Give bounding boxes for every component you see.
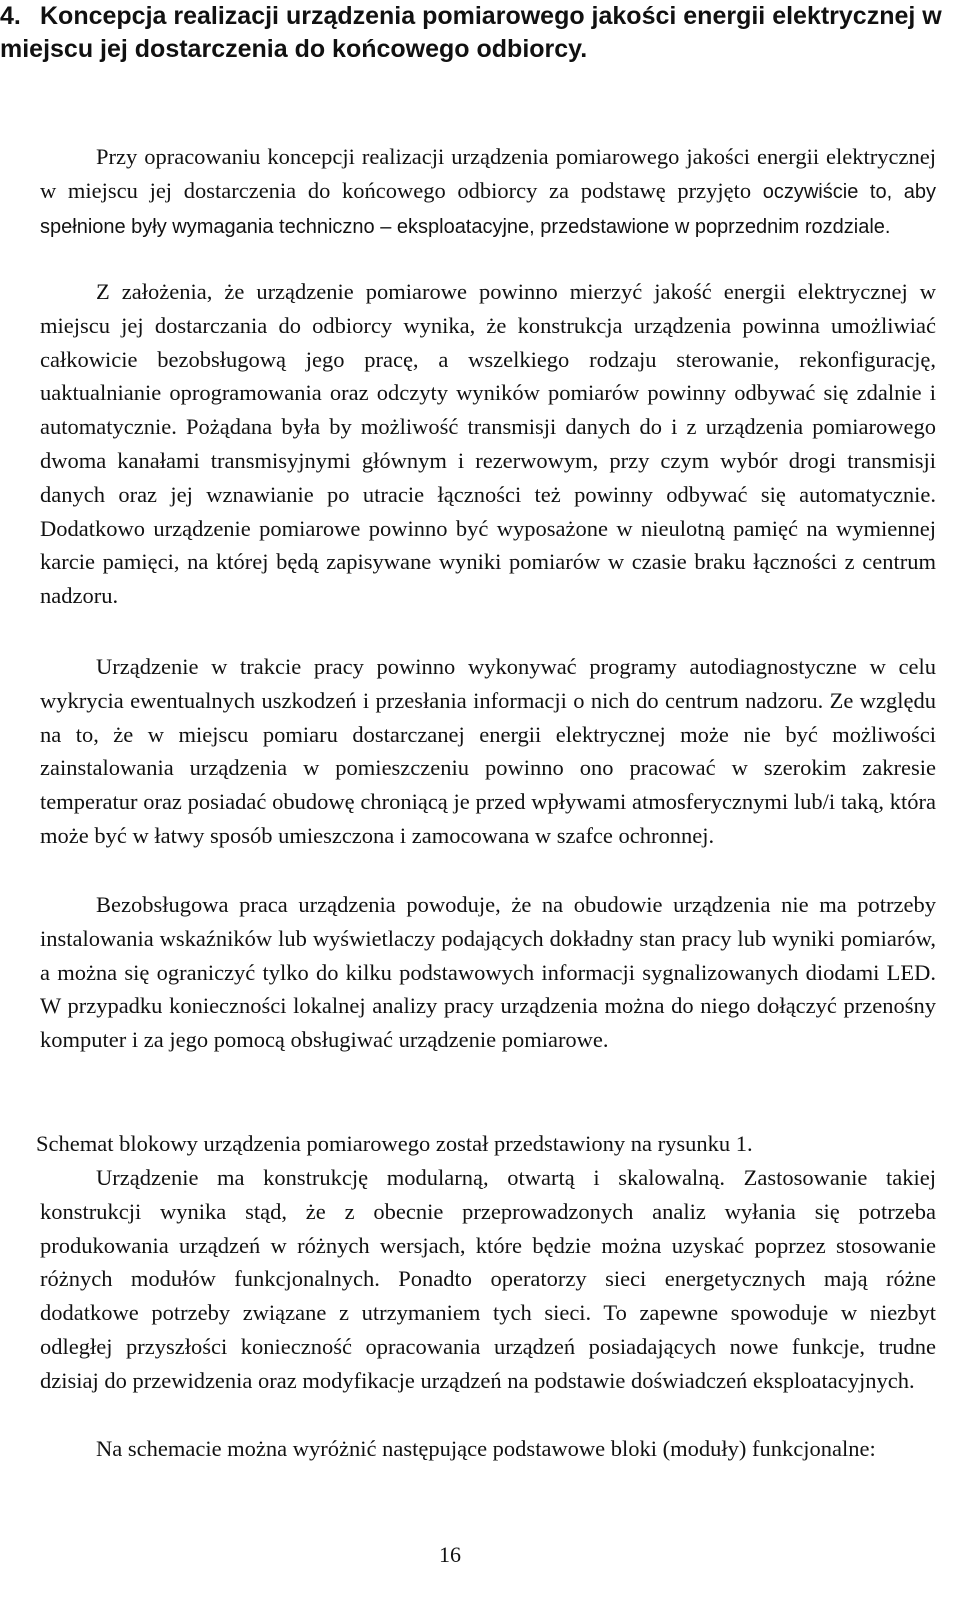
section-heading [0, 0, 950, 66]
paragraph-7: Na schemacie można wyróżnić następujące podstawowe bloki (moduły) funkcjonalne: [96, 1436, 876, 1461]
figure-reference-paragraph: Schemat blokowy urządzenia pomiarowego został przedstawiony na rysunku 1. [36, 1131, 753, 1156]
paragraph-6: Urządzenie ma konstrukcję modularną, otwartą i skalowalną. Zastosowanie takiej konstrukcji wynika stąd, że z obecnie przeprowadzonych analiz wyłania się potrzeba produkowania urządzeń w różnych wersjach, które będzie można uzyskać poprzez stosowanie różnych modułów funkcjonalnych. Ponadto operatorzy sieci energetycznych mają różne dodatkowe potrzeby związane z utrzymaniem tych sieci. To zapewne spowoduje w niezbyt odległej przyszłości konieczność opracowania urządzeń posiadających nowe funkcje, trudne dzisiaj do przewidzenia oraz modyfikacje urządzeń na podstawie doświadczeń eksploatacyjnych. [40, 1165, 936, 1393]
paragraph-1-serif-text: Przy opracowaniu koncepcji realizacji urządzenia pomiarowego jakości energii elektrycznej w miejscu jej dostarczenia do końcowego odbiorcy za podstawę przyjęto [40, 144, 936, 203]
paragraph-3: Urządzenie w trakcie pracy powinno wykonywać programy autodiagnostyczne w celu wykrycia ewentualnych uszkodzeń i przesłania informacji o nich do centrum nadzoru. Ze względu na to, że w miejscu pomiaru dostarczanej energii elektrycznej może nie być możliwości zainstalowania urządzenia w pomieszczeniu powinno ono pracować w szerokim zakresie temperatur oraz posiadać obudowę chroniącą je przed wpływami atmosferycznymi lub/i taką, która może być w łatwy sposób umieszczona i zamocowana w szafce ochronnej. [40, 654, 936, 848]
section-title: Koncepcja realizacji urządzenia pomiarowego jakości energii elektrycznej w miejscu jej dostarczenia do końcowego odbiorcy. [0, 2, 942, 63]
paragraph-1 [40, 140, 936, 244]
page-number: 16 [439, 1542, 461, 1567]
paragraph-2: Z założenia, że urządzenie pomiarowe powinno mierzyć jakość energii elektrycznej w miejscu jej dostarczania do odbiorcy wynika, że konstrukcja urządzenia powinna umożliwiać całkowicie bezobsługową jego pracę, a wszelkiego rodzaju sterowanie, rekonfigurację, uaktualnianie oprogramowania oraz odczyty wyników pomiarów powinny odbywać się zdalnie i automatycznie. Pożądana była by możliwość transmisji danych do i z urządzenia pomiarowego dwoma kanałami transmisyjnymi głównym i rezerwowym, przy czym wybór drogi transmisji danych oraz jej wznawianie po utracie łączności też powinny odbywać się automatycznie. Dodatkowo urządzenie pomiarowe powinno być wyposażone w nieulotną pamięć na wymiennej karcie pamięci, na której będą zapisywane wyniki pomiarów w czasie braku łączności z centrum nadzoru. [40, 279, 936, 609]
section-number: 4. [0, 2, 21, 30]
paragraph-1-sans-text: oczywiście to, aby spełnione były wymagania techniczno – eksploatacyjne, przedstawione w poprzednim rozdziale. [40, 181, 936, 238]
paragraph-4: Bezobsługowa praca urządzenia powoduje, że na obudowie urządzenia nie ma potrzeby instalowania wskaźników lub wyświetlaczy podających dokładny stan pracy lub wyniki pomiarów, a można się ograniczyć tylko do kilku podstawowych informacji sygnalizowanych diodami LED. W przypadku konieczności lokalnej analizy pracy urządzenia można do niego dołączyć przenośny komputer i za jego pomocą obsługiwać urządzenie pomiarowe. [40, 892, 936, 1053]
